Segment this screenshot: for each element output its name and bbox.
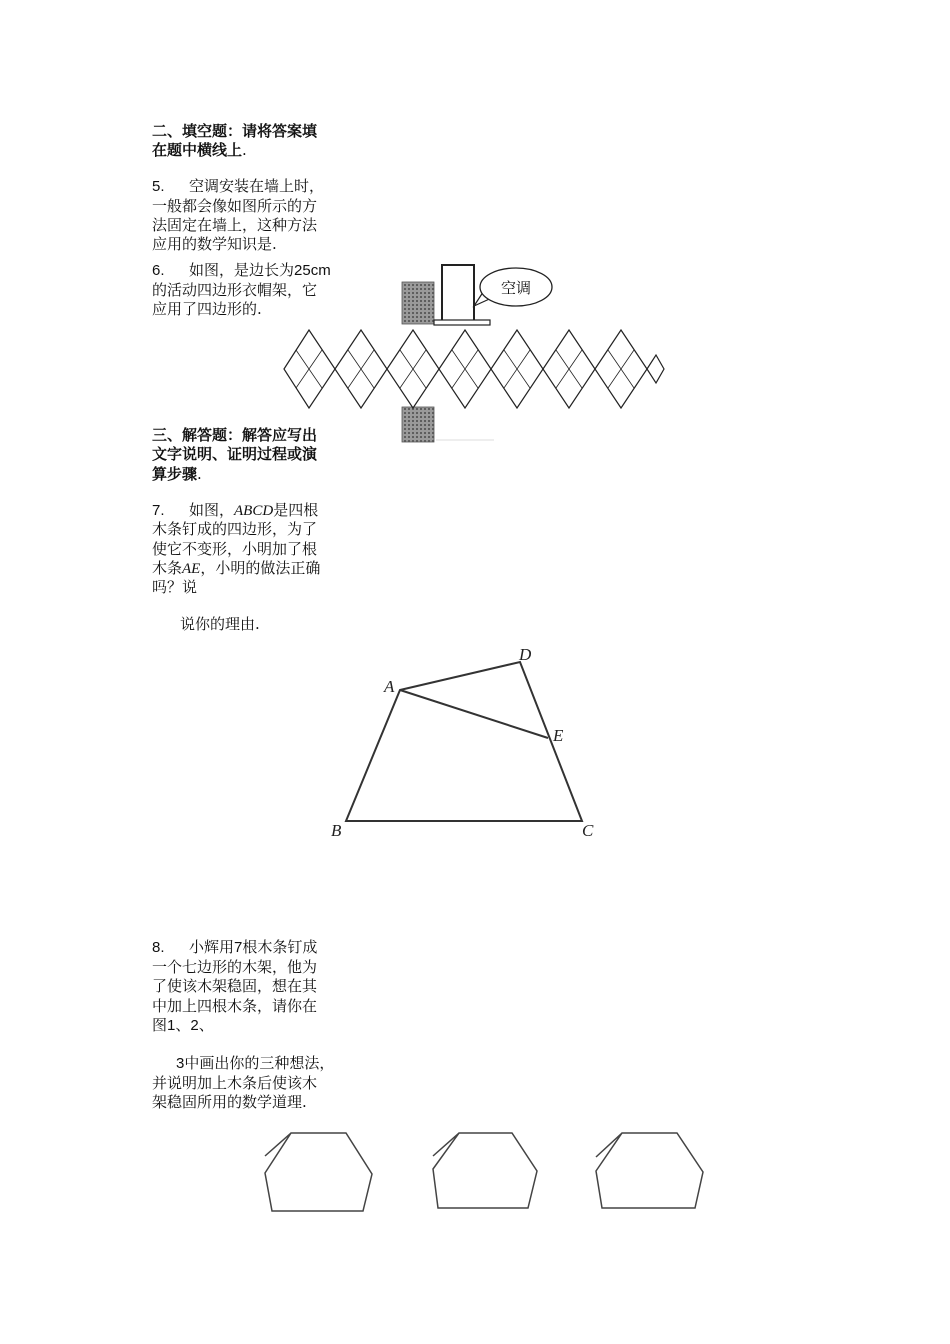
q8-line8: 架稳固所用的数学道理. [152, 1093, 307, 1111]
q5-line3: 法固定在墙上，这种方法 [152, 216, 318, 234]
quadrilateral-labels [331, 645, 594, 840]
section-2-heading-dot: . [242, 141, 247, 159]
label-c: C [582, 821, 594, 840]
heptagon-2 [433, 1133, 537, 1208]
bracket-shelf [434, 320, 490, 325]
q5-number: 5. [152, 178, 165, 195]
label-b: B [331, 821, 342, 840]
q7-text-1: 如图， [189, 501, 235, 519]
q7-text-4a: 木条 [152, 559, 183, 577]
wall-block-top [402, 282, 434, 324]
speech-bubble-label: 空调 [500, 279, 532, 297]
quadrilateral-abcd [346, 662, 582, 821]
heptagon-1 [265, 1133, 372, 1211]
q8-figure-refs: 1、2、 [167, 1017, 214, 1034]
label-e: E [553, 726, 564, 745]
section-2-heading-text: 在题中横线上 [152, 141, 243, 159]
q7-abcd: ABCD [234, 503, 274, 519]
q8-count: 7 [234, 939, 243, 956]
label-a: A [384, 677, 395, 696]
coat-rack-figure [284, 330, 664, 408]
q6-text-1: 如图，是边长为 [189, 261, 295, 279]
wall-block-bottom [402, 407, 434, 442]
q6-number: 6. [152, 262, 165, 279]
q8-text-1b: 根木条钉成 [242, 938, 318, 956]
q7-number: 7. [152, 502, 165, 519]
rack-inner-cross-6 [556, 350, 582, 388]
air-conditioner-unit [442, 265, 474, 321]
q8-number: 8. [152, 939, 165, 956]
q8-text-6: 中画出你的三种想法， [184, 1054, 335, 1072]
rack-rhombus-end [647, 355, 664, 383]
section-3-heading-dot: . [197, 465, 202, 483]
q7-text-4b: ，小明的做法正确 [200, 559, 321, 577]
q8-text-5a: 图 [152, 1016, 168, 1034]
q8-line2: 一个七边形的木架，他为 [152, 958, 318, 976]
q7-ae: AE [182, 561, 201, 577]
q8-line4: 中加上四根木条，请你在 [152, 997, 318, 1015]
rack-inner-cross-3 [400, 350, 426, 388]
air-conditioner-figure [402, 265, 552, 442]
q7-line3: 使它不变形，小明加了根 [152, 540, 318, 558]
q7-line5: 吗？说 [152, 578, 198, 596]
q5-text-1: 空调安装在墙上时， [189, 177, 325, 195]
q8-line7: 并说明加上木条后使该木 [152, 1074, 318, 1092]
rack-inner-cross-7 [608, 350, 634, 388]
q7-line2: 木条钉成的四边形，为了 [152, 520, 318, 538]
q6-line2: 的活动四边形衣帽架，它 [152, 281, 318, 299]
q5-line4: 应用的数学知识是. [152, 235, 277, 253]
q8-text-1a: 小辉用 [189, 938, 235, 956]
rack-inner-cross-1 [296, 350, 322, 388]
q5-line2: 一般都会像如图所示的方 [152, 197, 318, 215]
section-3-heading-text: 算步骤 [152, 465, 198, 483]
section-3-heading-line2: 文字说明、证明过程或演 [152, 445, 318, 463]
q8-figure-3: 3 [176, 1055, 185, 1072]
q8-line3: 了使该木架稳固，想在其 [152, 977, 318, 995]
quadrilateral-figure [346, 662, 582, 821]
heptagon-figures [265, 1133, 703, 1211]
rack-inner-cross-4 [452, 350, 478, 388]
q7-line6: 说你的理由. [180, 615, 260, 633]
heptagon-3 [596, 1133, 703, 1208]
rack-rhombus-1 [284, 330, 335, 408]
rack-inner-cross-2 [348, 350, 374, 388]
q6-length: 25cm [294, 262, 331, 279]
rack-inner-cross-5 [504, 350, 530, 388]
segment-ae [400, 690, 548, 738]
section-3-heading-line1: 三、解答题：解答应写出 [152, 426, 318, 444]
label-d: D [519, 645, 532, 664]
section-2-heading-line1: 二、填空题：请将答案填 [152, 122, 318, 140]
q6-line3: 应用了四边形的. [152, 300, 262, 318]
q7-text-1b: 是四根 [273, 501, 319, 519]
